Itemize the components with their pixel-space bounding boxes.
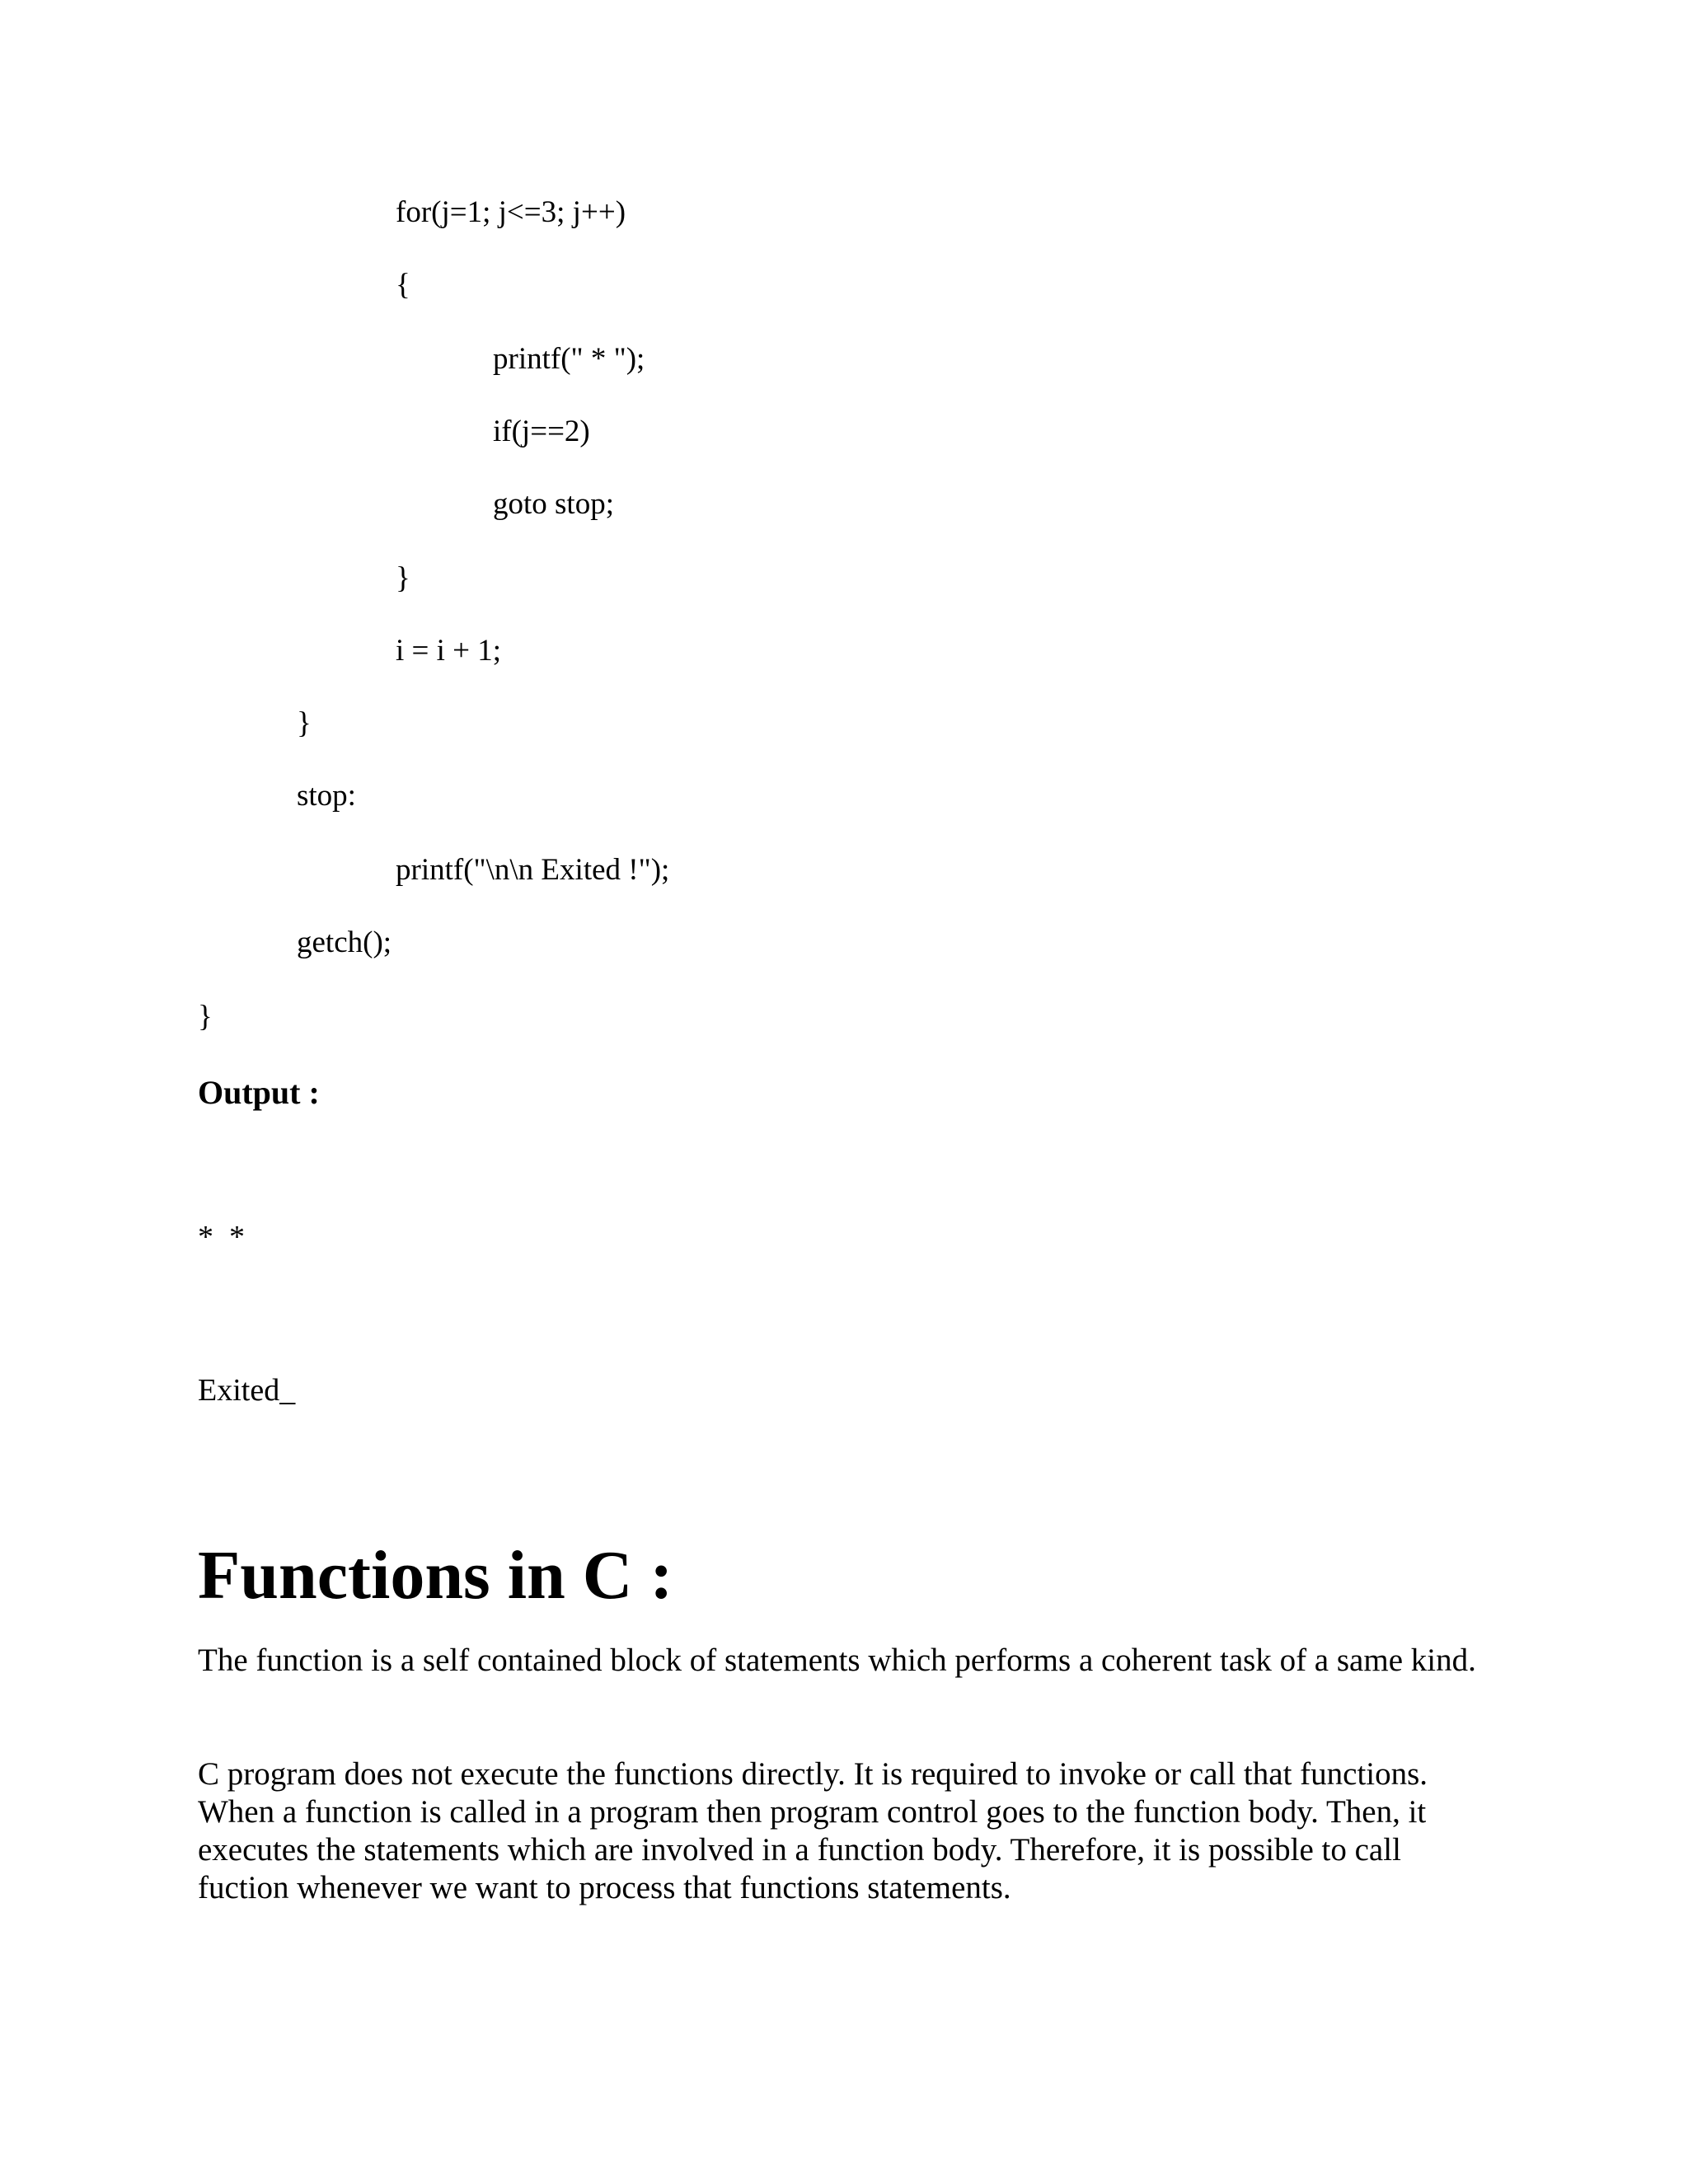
section-heading: Functions in C : [198,1537,673,1614]
paragraph: C program does not execute the functions directly. It is required to invoke or call that functions. When a function is called in a program then program control goes to the function body. Then, it executes the statements which are involved in a function body. Therefore, it is possible to call fuction whenever we want to process that functions statements. [198,1756,1428,1905]
code-line: printf("\n\n Exited !"); [396,853,670,887]
code-line: } [198,1000,213,1033]
code-line: } [297,706,312,740]
code-line: getch(); [297,926,392,959]
code-line: goto stop; [493,487,614,521]
code-line: for(j=1; j<=3; j++) [396,195,626,229]
code-line: } [396,561,410,595]
code-line: if(j==2) [493,415,590,448]
output-line: Exited_ [198,1373,296,1408]
code-line: stop: [297,779,356,813]
paragraph: The function is a self contained block of statements which performs a coherent task of a same kind. [198,1643,1476,1678]
code-line: printf(" * "); [493,342,645,376]
code-line: { [396,268,410,302]
code-line: i = i + 1; [396,634,502,668]
output-label: Output : [198,1074,320,1111]
output-line: * * [198,1220,245,1254]
